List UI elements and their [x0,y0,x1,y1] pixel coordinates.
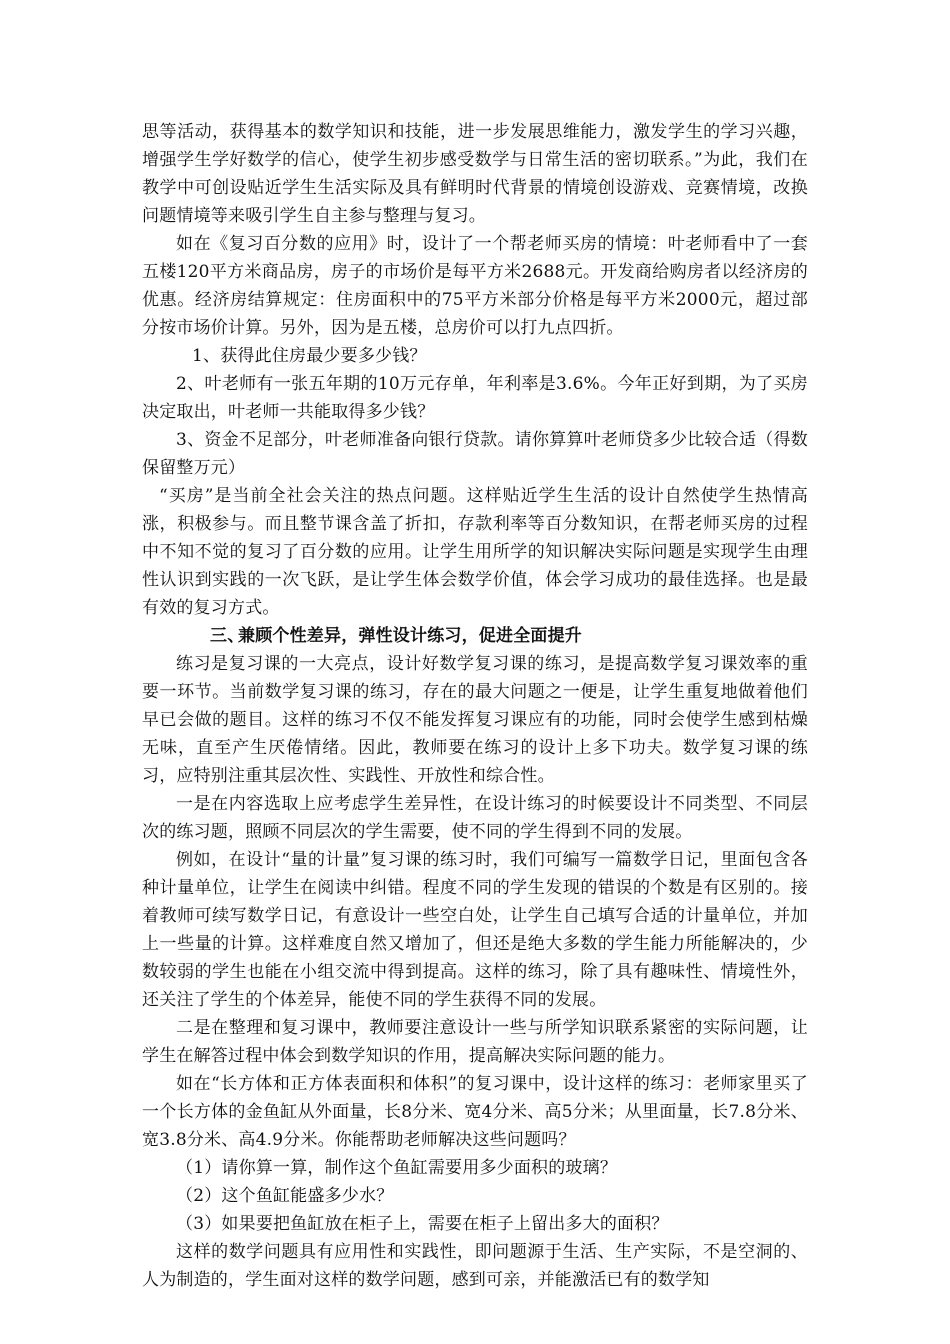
paragraph-example-measure: 例如，在设计“量的计量”复习课的练习时，我们可编写一篇数学日记，里面包含各种计量单位，让学生在阅读中纠错。程度不同的学生发现的错误的个数是有区别的。接着教师可续写数学日记，有意设计一些空白处，让学生自己填写合适的计量单位，并加上一些量的计算。这样难度自然又增加了，但还是绝大多数的学生能力所能解决的，少数较弱的学生也能在小组交流中得到提高。这样的练习，除了具有趣味性、情境性外，还关注了学生的个体差异，能使不同的学生获得不同的发展。 [142,850,808,1010]
paragraph-house-comment: “买房”是当前全社会关注的热点问题。这样贴近学生生活的设计自然使学生热情高涨，积极参与。而且整节课含盖了折扣，存款利率等百分数知识，在帮老师买房的过程中不知不觉的复习了百分数的应用。让学生用所学的知识解决实际问题是实现学生由理性认识到实践的一次飞跃，是让学生体会数学价值，体会学习成功的最佳选择。也是最有效的复习方式。 [142,486,808,618]
fishtank-question-1: （1）请你算一算，制作这个鱼缸需要用多少面积的玻璃？ [176,1158,618,1178]
paragraph-continued: 思等活动，获得基本的数学知识和技能，进一步发展思维能力，激发学生的学习兴趣，增强学生学好数学的信心，使学生初步感受数学与日常生活的密切联系。”为此，我们在教学中可创设贴近学生生活实际及具有鲜明时代背景的情境创设游戏、竞赛情境，改换问题情境等来吸引学生自主参与整理与复习。 [142,122,808,226]
section-number: 三、 [210,626,245,646]
question-1: 1、获得此住房最少要多少钱？ [192,346,427,366]
question-3: 3、资金不足部分，叶老师准备向银行贷款。请你算算叶老师贷多少比较合适（得数保留整万元） [142,430,808,478]
paragraph-first-point: 一是在内容选取上应考虑学生差异性，在设计练习的时候要设计不同类型、不同层次的练习题，照顾不同层次的学生需要，使不同的学生得到不同的发展。 [142,794,808,842]
question-2: 2、叶老师有一张五年期的10万元存单，年利率是3.6%。今年正好到期，为了买房决定取出，叶老师一共能取得多少钱？ [142,374,808,422]
fishtank-question-2: （2）这个鱼缸能盛多少水？ [176,1186,394,1206]
section-heading [142,622,808,650]
fishtank-question-3: （3）如果要把鱼缸放在柜子上，需要在柜子上留出多大的面积？ [176,1214,669,1234]
paragraph-second-point: 二是在整理和复习课中，教师要注意设计一些与所学知识联系紧密的实际问题，让学生在解答过程中体会到数学知识的作用，提高解决实际问题的能力。 [142,1018,808,1066]
document-body [142,118,808,1294]
paragraph-practice: 练习是复习课的一大亮点，设计好数学复习课的练习，是提高数学复习课效率的重要一环节。当前数学复习课的练习，存在的最大问题之一便是，让学生重复地做着他们早已会做的题目。这样的练习不仅不能发挥复习课应有的功能，同时会使学生感到枯燥无味，直至产生厌倦情绪。因此，教师要在练习的设计上多下功夫。数学复习课的练习，应特别注重其层次性、实践性、开放性和综合性。 [142,654,808,786]
paragraph-example-house: 如在《复习百分数的应用》时，设计了一个帮老师买房的情境：叶老师看中了一套五楼120平方米商品房，房子的市场价是每平方米2688元。开发商给购房者以经济房的优惠。经济房结算规定：住房面积中的75平方米部分价格是每平方米2000元，超过部分按市场价计算。另外，因为是五楼，总房价可以打九点四折。 [142,234,808,338]
paragraph-conclusion: 这样的数学问题具有应用性和实践性，即问题源于生活、生产实际，不是空洞的、人为制造的，学生面对这样的数学问题，感到可亲，并能激活已有的数学知 [142,1242,808,1290]
section-title: 兼顾个性差异，弹性设计练习，促进全面提升 [238,626,582,646]
paragraph-example-fishtank: 如在“长方体和正方体表面积和体积”的复习课中，设计这样的练习：老师家里买了一个长方体的金鱼缸从外面量，长8分米、宽4分米、高5分米；从里面量，长7.8分米、宽3.8分米、高4.9分米。你能帮助老师解决这些问题吗？ [142,1074,808,1150]
